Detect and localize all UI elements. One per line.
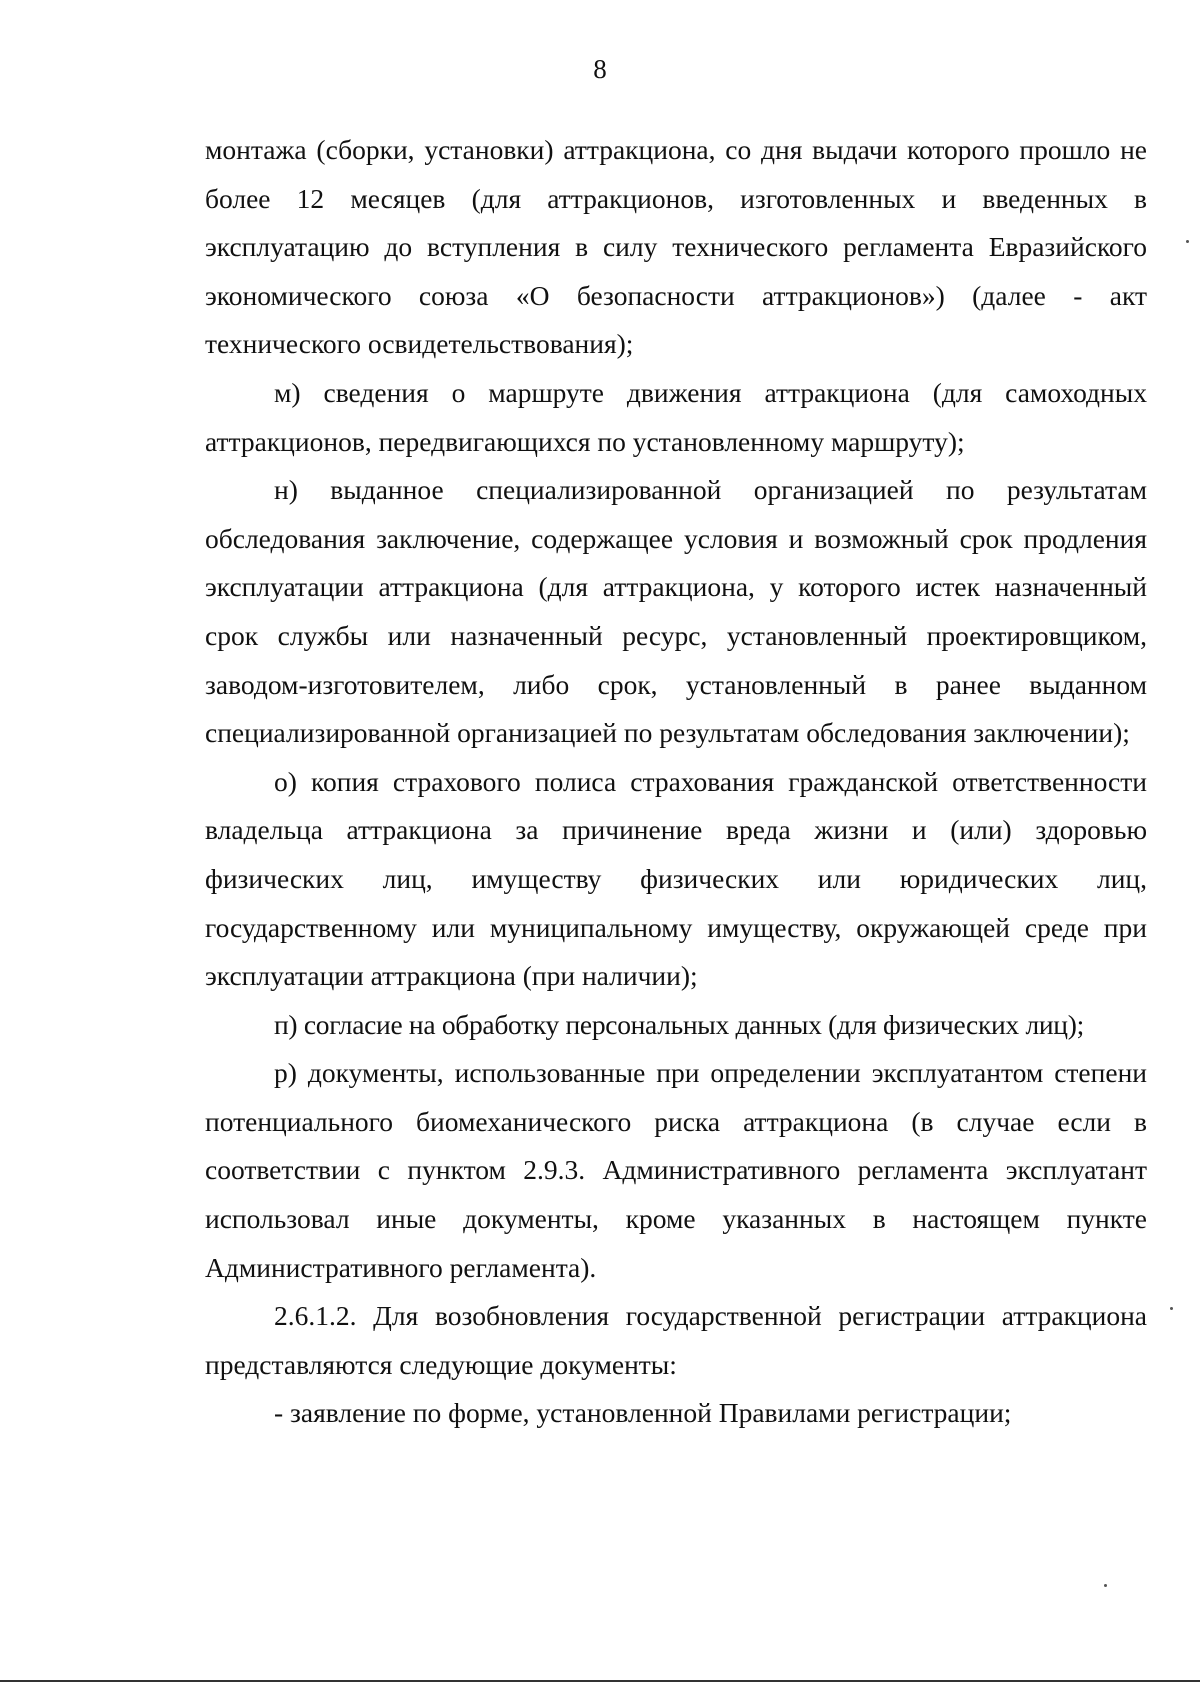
page-number: 8 bbox=[593, 54, 607, 84]
scan-speck bbox=[1186, 240, 1189, 243]
paragraph-item-o: о) копия страхового полиса страхования гражданской ответственности владельца аттракциона за причинение вреда жизни и (или) здоровью физических лиц, имуществу физических или юридических лиц, государственному или муниципальному имуществу, окружающей среде при эксплуатации аттракциона (при наличии); bbox=[205, 765, 1147, 992]
paragraph-item-r: р) документы, использованные при определении эксплуатантом степени потенциального биомеханического риска аттракциона (в случае если в соответствии с пунктом 2.9.3. Административного регламента эксплуатант использовал иные документы, кроме указанных в настоящем пункте Административного регламента). bbox=[205, 1057, 1147, 1283]
paragraph-item-n: н) выданное специализированной организацией по результатам обследования заключение, содержащее условия и возможный срок продления эксплуатации аттракциона (для аттракциона, у которого истек назначенный срок службы или назначенный ресурс, установленный проектировщиком, заводом-изготовителем, либо срок, установленный в ранее выданном специализированной организацией по результатам обследования заключении); bbox=[205, 474, 1147, 749]
paragraph-continuation: монтажа (сборки, установки) аттракциона, со дня выдачи которого прошло не более 12 месяцев (для аттракционов, изготовленных и введенных в эксплуатацию до вступления в силу технического регламента Евразийского экономического союза «О безопасности аттракционов») (далее - акт технического освидетельствования); bbox=[205, 134, 1147, 360]
paragraph-section-2-6-1-2: 2.6.1.2. Для возобновления государственной регистрации аттракциона представляются следующие документы: bbox=[205, 1300, 1147, 1380]
scan-bottom-edge bbox=[0, 1680, 1200, 1682]
paragraph-item-p: п) согласие на обработку персональных данных (для физических лиц); bbox=[274, 1008, 1084, 1040]
paragraph-list-item-application: - заявление по форме, установленной Правилами регистрации; bbox=[274, 1397, 1012, 1429]
paragraph-item-m: м) сведения о маршруте движения аттракциона (для самоходных аттракционов, передвигающихся по установленному маршруту); bbox=[205, 376, 1147, 457]
scan-speck bbox=[1170, 1307, 1173, 1310]
document-body bbox=[205, 126, 1147, 1438]
scan-speck bbox=[1104, 1584, 1107, 1587]
